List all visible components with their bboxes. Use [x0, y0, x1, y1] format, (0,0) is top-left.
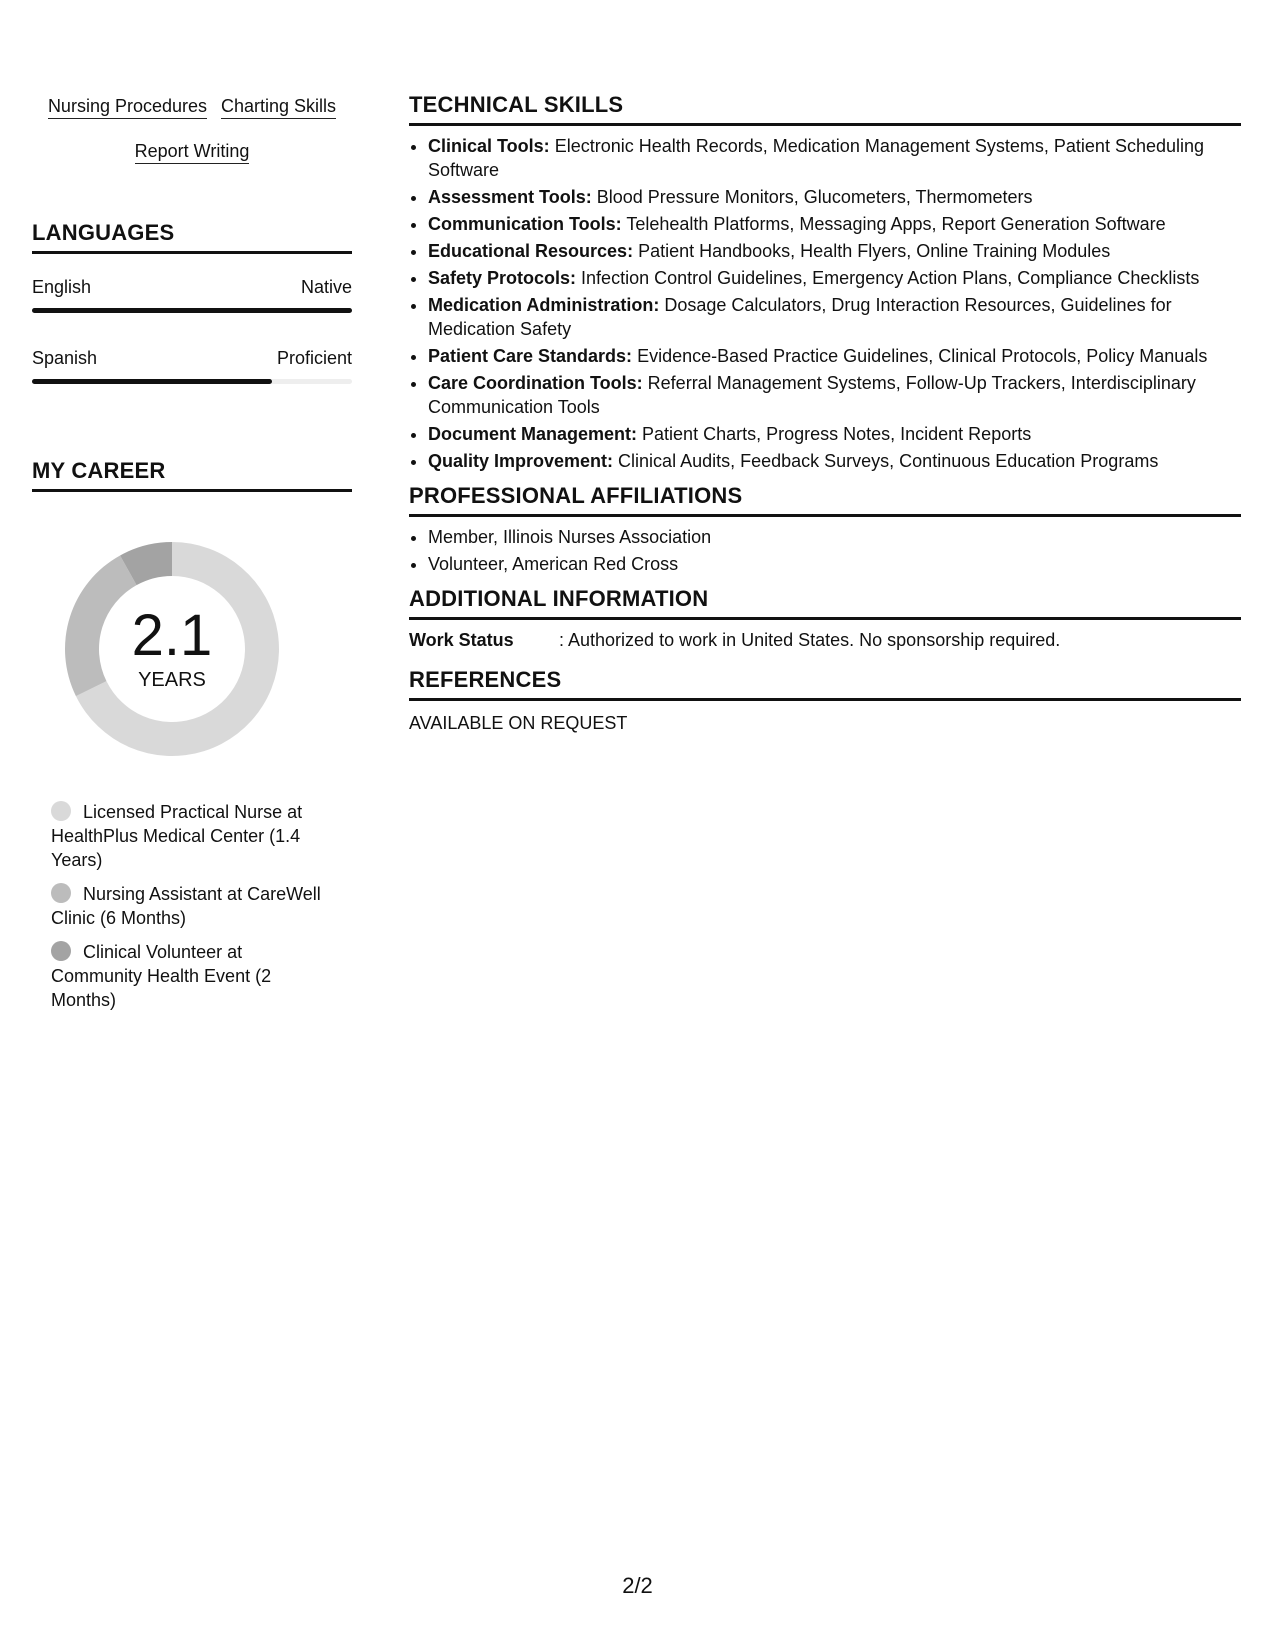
- skill-label: Communication Tools:: [428, 214, 622, 234]
- career-legend-label: Clinical Volunteer at Community Health Event (2 Months): [51, 942, 272, 1010]
- skill-text: Blood Pressure Monitors, Glucometers, Thermometers: [591, 187, 1033, 207]
- languages-section: [32, 220, 352, 384]
- career-legend-item: [51, 882, 331, 930]
- languages-title: LANGUAGES: [32, 220, 352, 254]
- language-bar-fill: [32, 379, 272, 384]
- list-item: [428, 293, 1241, 341]
- list-item: • Volunteer, American Red Cross: [428, 552, 1241, 576]
- skill-text: Referral Management Systems, Follow-Up Trackers, Interdisciplinary Communication Tools: [428, 373, 1196, 417]
- career-title: MY CAREER: [32, 458, 352, 492]
- skill-tag: Nursing Procedures: [48, 95, 207, 119]
- skill-label: Medication Administration:: [428, 295, 660, 315]
- language-item: [32, 347, 352, 384]
- list-item: [428, 212, 1241, 236]
- work-status-row: [409, 630, 1241, 651]
- skill-text: Electronic Health Records, Medication Management Systems, Patient Scheduling Software: [428, 136, 1205, 180]
- skill-label: Safety Protocols:: [428, 268, 577, 288]
- skill-text: Clinical Audits, Feedback Surveys, Continuous Education Programs: [613, 451, 1159, 471]
- skill-text: Patient Charts, Progress Notes, Incident Reports: [637, 424, 1032, 444]
- list-item: [428, 449, 1241, 473]
- list-item: [428, 239, 1241, 263]
- right-column: [409, 92, 1241, 734]
- list-item: [428, 185, 1241, 209]
- skill-label: Document Management:: [428, 424, 638, 444]
- career-donut-chart: [57, 534, 287, 764]
- skill-text: Patient Handbooks, Health Flyers, Online Training Modules: [633, 241, 1111, 261]
- skill-label: Quality Improvement:: [428, 451, 614, 471]
- list-item: [428, 422, 1241, 446]
- left-column: [32, 84, 352, 1022]
- career-legend: [32, 800, 352, 1012]
- list-item: • Member, Illinois Nurses Association: [428, 525, 1241, 549]
- affiliations-title: PROFESSIONAL AFFILIATIONS: [409, 483, 1241, 517]
- career-legend-item: [51, 940, 331, 1012]
- skill-label: Educational Resources:: [428, 241, 634, 261]
- legend-dot-icon: [51, 801, 71, 821]
- list-item: [428, 371, 1241, 419]
- references-title: REFERENCES: [409, 667, 1241, 701]
- additional-info-title: ADDITIONAL INFORMATION: [409, 586, 1241, 620]
- skill-label: Patient Care Standards:: [428, 346, 633, 366]
- skill-tag: Charting Skills: [221, 95, 336, 119]
- language-level: Native: [300, 277, 352, 297]
- work-status-value: : Authorized to work in United States. No sponsorship required.: [559, 630, 1061, 650]
- skill-label: Care Coordination Tools:: [428, 373, 643, 393]
- legend-dot-icon: [51, 941, 71, 961]
- career-legend-label: Nursing Assistant at CareWell Clinic (6 Months): [51, 884, 321, 928]
- career-legend-label: Licensed Practical Nurse at HealthPlus Medical Center (1.4 Years): [51, 802, 303, 870]
- skill-label: Assessment Tools:: [428, 187, 592, 207]
- career-total-unit: YEARS: [138, 669, 206, 691]
- donut-center: [57, 603, 287, 692]
- career-section: [32, 458, 352, 1012]
- page-number: 2/2: [622, 1573, 653, 1598]
- technical-skills-title: TECHNICAL SKILLS: [409, 92, 1241, 126]
- language-item: [32, 276, 352, 313]
- language-bar-fill: [32, 308, 352, 313]
- references-text: AVAILABLE ON REQUEST: [409, 713, 628, 733]
- skill-text: Evidence-Based Practice Guidelines, Clinical Protocols, Policy Manuals: [632, 346, 1208, 366]
- technical-skills-list: [409, 134, 1241, 473]
- legend-dot-icon: [51, 883, 71, 903]
- skill-text: Telehealth Platforms, Messaging Apps, Report Generation Software: [621, 214, 1166, 234]
- language-bar: [32, 308, 352, 313]
- language-bar: [32, 379, 352, 384]
- skill-tags: [32, 84, 352, 174]
- list-item: [428, 344, 1241, 368]
- language-level: Proficient: [276, 348, 352, 368]
- language-name: English: [32, 277, 92, 297]
- language-name: Spanish: [32, 348, 98, 368]
- work-status-label: Work Status: [409, 630, 514, 650]
- list-item: [428, 134, 1241, 182]
- skill-tag: Report Writing: [135, 140, 250, 164]
- skill-text: Infection Control Guidelines, Emergency Action Plans, Compliance Checklists: [576, 268, 1200, 288]
- skill-label: Clinical Tools:: [428, 136, 550, 156]
- career-total-value: 2.1: [131, 603, 213, 668]
- skill-text: Dosage Calculators, Drug Interaction Resources, Guidelines for Medication Safety: [428, 295, 1172, 339]
- career-legend-item: [51, 800, 331, 872]
- affiliations-list: [409, 525, 1241, 576]
- list-item: [428, 266, 1241, 290]
